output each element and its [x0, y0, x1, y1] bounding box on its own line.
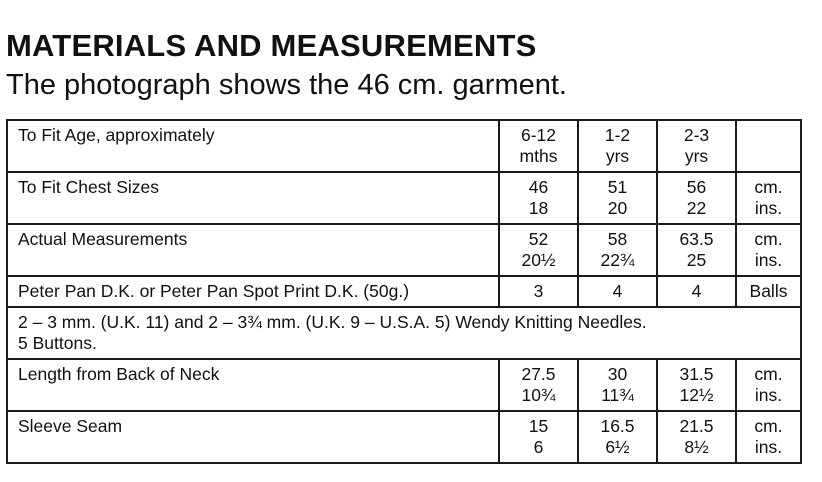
row-label-yarn: Peter Pan D.K. or Peter Pan Spot Print D.K. (50g.): [7, 276, 499, 307]
cell-line: 2-3: [683, 125, 710, 145]
cell-line: 52: [528, 229, 549, 249]
cell-line: 6: [533, 437, 544, 457]
cell-line: 20: [607, 198, 628, 218]
cell-yarn-size1: 3: [499, 276, 578, 307]
cell-line: cm.: [754, 416, 783, 436]
cell-yarn-size2: 4: [578, 276, 657, 307]
cell-line: 1-2: [604, 125, 631, 145]
page-subtitle: The photograph shows the 46 cm. garment.: [6, 69, 567, 101]
table-row-chest: [7, 172, 801, 224]
cell-line: 31.5: [679, 364, 714, 384]
cell-chest-size2: [578, 172, 657, 224]
cell-line: 6-12: [520, 125, 557, 145]
cell-sleeve-unit: [736, 411, 801, 463]
cell-line: 6½: [605, 437, 630, 457]
cell-line: ins.: [754, 250, 783, 270]
cell-line: 46: [528, 177, 549, 197]
table-row-needles: [7, 307, 801, 359]
row-label-age: To Fit Age, approximately: [7, 120, 499, 172]
cell-line: 16.5: [600, 416, 635, 436]
cell-line: 22: [686, 198, 707, 218]
needles-line: 2 – 3 mm. (U.K. 11) and 2 – 3¾ mm. (U.K. 9 – U.S.A. 5) Wendy Knitting Needles.: [18, 312, 647, 332]
cell-line: 10¾: [521, 385, 556, 405]
table-row-actual: [7, 224, 801, 276]
cell-line: ins.: [754, 385, 783, 405]
cell-line: yrs: [605, 146, 630, 166]
cell-line: cm.: [754, 177, 783, 197]
cell-line: 25: [686, 250, 707, 270]
cell-line: yrs: [684, 146, 709, 166]
cell-line: 12½: [679, 385, 714, 405]
table-row-yarn: [7, 276, 801, 307]
cell-length-size1: [499, 359, 578, 411]
cell-age-size1: [499, 120, 578, 172]
needles-cell: [7, 307, 801, 359]
cell-length-size2: [578, 359, 657, 411]
cell-line: 27.5: [521, 364, 556, 384]
cell-line: 22¾: [600, 250, 635, 270]
page-title: MATERIALS AND MEASUREMENTS: [6, 28, 537, 63]
row-label-actual: Actual Measurements: [7, 224, 499, 276]
cell-line: 8½: [684, 437, 709, 457]
cell-line: 56: [686, 177, 707, 197]
cell-line: 51: [607, 177, 628, 197]
cell-line: cm.: [754, 364, 783, 384]
cell-sleeve-size1: [499, 411, 578, 463]
cell-line: 58: [607, 229, 628, 249]
cell-line: 63.5: [679, 229, 714, 249]
table-row-length: [7, 359, 801, 411]
cell-line: 20½: [521, 250, 556, 270]
cell-actual-size1: [499, 224, 578, 276]
cell-yarn-unit: Balls: [736, 276, 801, 307]
cell-age-size2: [578, 120, 657, 172]
cell-line: ins.: [754, 437, 783, 457]
cell-chest-size1: [499, 172, 578, 224]
cell-actual-unit: [736, 224, 801, 276]
cell-sleeve-size3: [657, 411, 736, 463]
table-row-age: [7, 120, 801, 172]
cell-length-size3: [657, 359, 736, 411]
cell-line: ins.: [754, 198, 783, 218]
cell-line: 21.5: [679, 416, 714, 436]
cell-line: cm.: [754, 229, 783, 249]
row-label-length: Length from Back of Neck: [7, 359, 499, 411]
cell-line: 15: [528, 416, 549, 436]
cell-line: 11¾: [601, 385, 634, 405]
cell-line: mths: [519, 146, 558, 166]
cell-chest-size3: [657, 172, 736, 224]
cell-line: 18: [528, 198, 549, 218]
materials-table: [6, 119, 802, 464]
row-label-chest: To Fit Chest Sizes: [7, 172, 499, 224]
cell-actual-size2: [578, 224, 657, 276]
cell-chest-unit: [736, 172, 801, 224]
cell-age-size3: [657, 120, 736, 172]
cell-age-unit: [736, 120, 801, 172]
cell-yarn-size3: 4: [657, 276, 736, 307]
cell-sleeve-size2: [578, 411, 657, 463]
cell-line: 30: [607, 364, 628, 384]
row-label-sleeve: Sleeve Seam: [7, 411, 499, 463]
table-row-sleeve: [7, 411, 801, 463]
cell-actual-size3: [657, 224, 736, 276]
cell-length-unit: [736, 359, 801, 411]
buttons-line: 5 Buttons.: [18, 333, 97, 353]
